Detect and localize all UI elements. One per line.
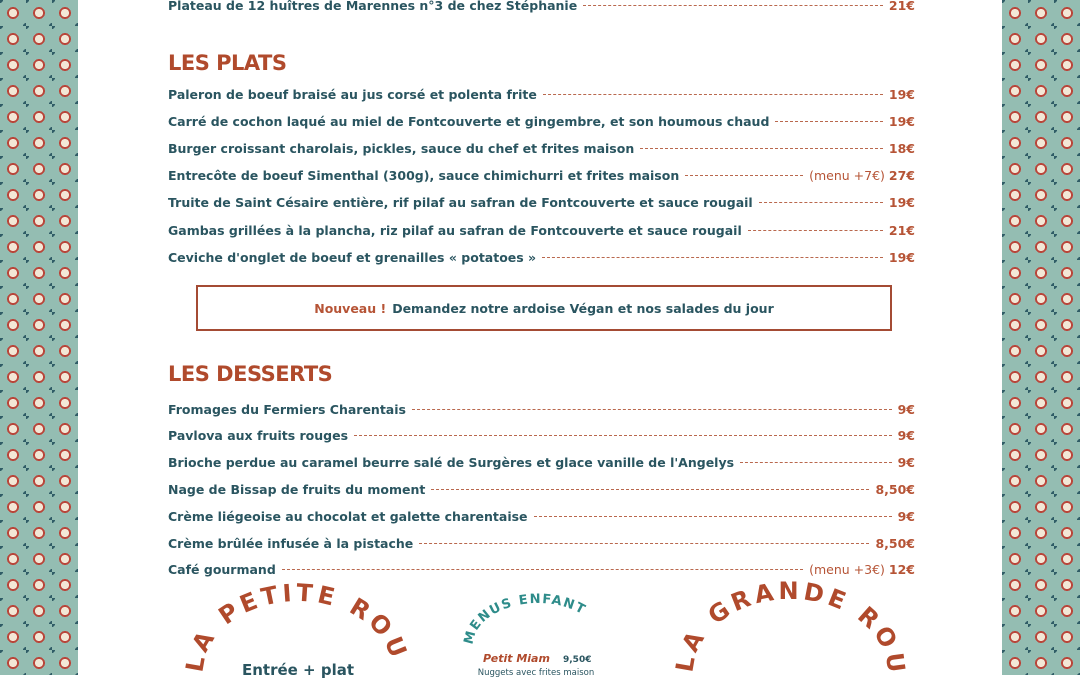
menu-item-name: Plateau de 12 huîtres de Marennes n°3 de chez Stéphanie [168,0,578,13]
menu-item-extra: (menu +3€) [809,562,885,578]
leader-dots [542,257,883,258]
leader-dots [543,94,883,95]
leader-dots [431,489,869,490]
menu-item-price: 21€ [888,222,915,238]
menu-item-price: 8,50€ [875,481,915,497]
section-title-desserts: LES DESSERTS [168,362,333,386]
menu-item-price: 8,50€ [875,535,915,551]
leader-dots [759,202,883,203]
menu-item-price: 27€ [888,168,915,184]
menu-item [168,399,915,419]
leader-dots [748,230,883,231]
leader-dots [534,516,892,517]
menu-item [168,560,915,580]
leader-dots [685,175,803,176]
menu-item-name: Carré de cochon laqué au miel de Fontcouverte et gingembre, et son houmous chaud [168,113,770,129]
menu-item [168,453,915,473]
menu-item-name: Nage de Bissap de fruits du moment [168,481,426,497]
menu-item-price: 21€ [888,0,915,13]
menu-item-name: Truite de Saint Césaire entière, rif pilaf au safran de Fontcouverte et sauce rougail [168,195,753,211]
badge-enfant-price: 9,50€ [563,655,592,665]
menu-item-oysters [168,0,915,15]
badge-enfant-arc: MENUS ENFANT [461,591,589,646]
menu-item [168,220,915,240]
section-title-plats: LES PLATS [168,51,287,75]
menu-item-price: 19€ [888,249,915,265]
notice-highlight: Nouveau ! [314,300,387,316]
menu-item-price: 9€ [897,401,915,417]
menu-item [168,84,915,104]
menu-item-price: 19€ [888,86,915,102]
menu-item-name: Gambas grillées à la plancha, riz pilaf au safran de Fontcouverte et sauce rougail [168,222,742,238]
menu-item [168,111,915,131]
menu-item [168,193,915,213]
leader-dots [354,435,892,436]
menu-item-price: 9€ [897,455,915,471]
menu-item-name: Crème liégeoise au chocolat et galette charentaise [168,508,528,524]
menu-item-name: Entrecôte de boeuf Simenthal (300g), sauce chimichurri et frites maison [168,168,680,184]
badge-petite-roue [177,576,414,679]
menu-item [168,479,915,499]
notice-text: Demandez notre ardoise Végan et nos salades du jour [392,300,774,316]
menu-item-name: Pavlova aux fruits rouges [168,428,349,444]
leader-dots [412,409,892,410]
decorative-pattern-right [1002,0,1080,675]
menu-item-price: 19€ [888,195,915,211]
decorative-pattern-left [0,0,78,675]
badge-enfant-item: Petit Miam [483,652,550,665]
menu-item-price: 9€ [897,428,915,444]
menu-item [168,533,915,553]
badge-petite-arc: LA PETITE ROUE [177,576,414,675]
menu-item-name: Ceviche d'onglet de boeuf et grenailles « potatoes » [168,249,537,265]
menu-item-price: 19€ [888,113,915,129]
menu-item-extra: (menu +7€) [809,168,885,184]
menu-item [168,247,915,267]
badge-petite-line: Entrée + plat [241,661,355,679]
menu-item-name: Crème brûlée infusée à la pistache [168,535,414,551]
menu-item-price: 12€ [888,562,915,578]
menu-page [78,0,1002,679]
menu-item-name: Café gourmand [168,562,276,578]
leader-dots [583,5,883,6]
menu-item-name: Burger croissant charolais, pickles, sauce du chef et frites maison [168,140,635,156]
menu-item [168,166,915,186]
menu-item-name: Fromages du Fermiers Charentais [168,401,406,417]
leader-dots [640,148,883,149]
badge-menus-enfant [461,591,613,678]
badge-grande-arc: LA GRANDE ROUE [670,576,911,678]
menu-item [168,138,915,158]
notice-box [196,285,892,331]
menu-item-price: 18€ [888,140,915,156]
menu-item [168,426,915,446]
menu-item [168,506,915,526]
leader-dots [775,121,883,122]
menu-item-name: Paleron de boeuf braisé au jus corsé et polenta frite [168,86,537,102]
badge-enfant-desc: Nuggets avec frites maison [477,668,595,678]
leader-dots [282,569,803,570]
menu-item-name: Brioche perdue au caramel beurre salé de Surgères et glace vanille de l'Angelys [168,455,735,471]
menu-item-price: 9€ [897,508,915,524]
leader-dots [419,543,869,544]
badge-grande-roue [670,576,911,678]
leader-dots [740,462,892,463]
